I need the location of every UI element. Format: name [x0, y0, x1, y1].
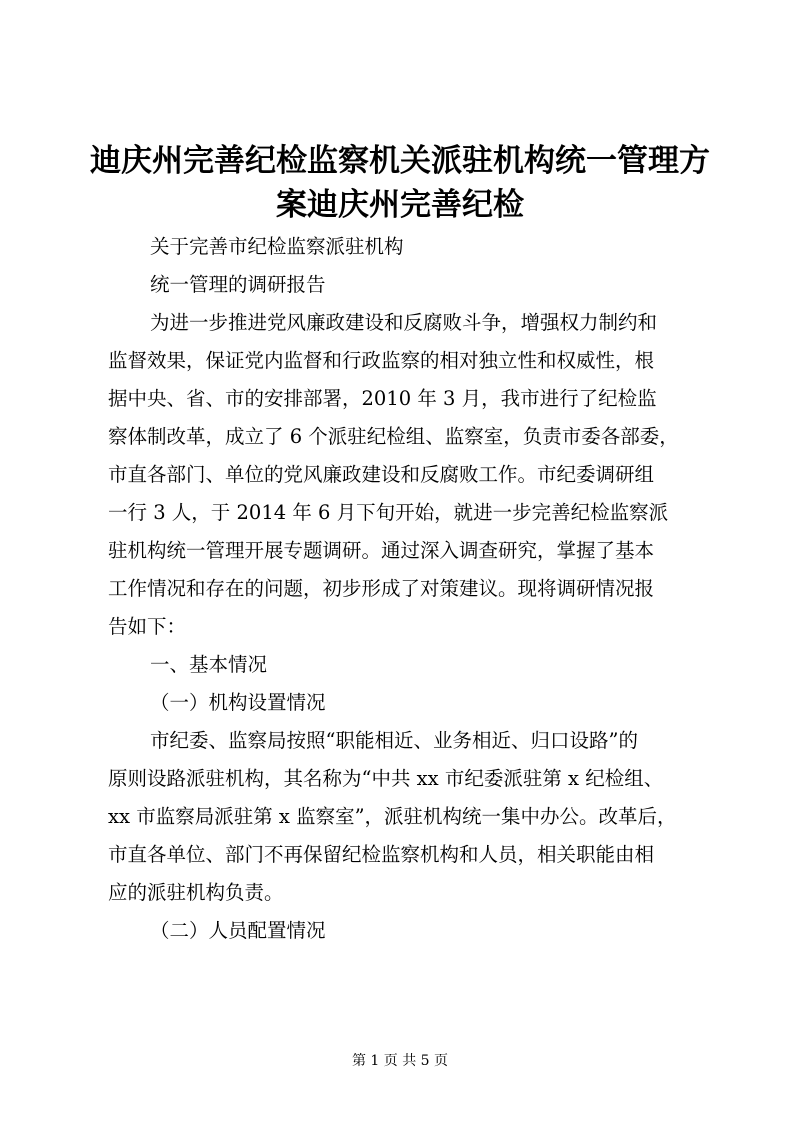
subsection-heading: （一）机构设置情况: [150, 691, 326, 714]
subsection-heading: （二）人员配置情况: [150, 919, 326, 942]
body-line: 察体制改革，成立了 6 个派驻纪检组、监察室，负责市委各部委，: [108, 425, 679, 448]
subtitle-line-1: 关于完善市纪检监察派驻机构: [150, 235, 404, 258]
body-line: 市纪委、监察局按照“职能相近、业务相近、归口设路”的: [150, 729, 638, 752]
body-line: 工作情况和存在的问题，初步形成了对策建议。现将调研情况报: [108, 577, 655, 600]
section-heading: 一、基本情况: [150, 653, 268, 676]
body-line: 驻机构统一管理开展专题调研。通过深入调查研究，掌握了基本: [108, 539, 655, 562]
body-line: 原则设路派驻机构，其名称为“中共 xx 市纪委派驻第 x 纪检组、: [108, 767, 664, 790]
body-line: 为进一步推进党风廉政建设和反腐败斗争，增强权力制约和: [150, 311, 658, 334]
page-footer: 第 1 页 共 5 页: [351, 1053, 449, 1069]
body-line: 应的派驻机构负责。: [108, 881, 284, 904]
document-title-line-1: 迪庆州完善纪检监察机关派驻机构统一管理方: [90, 143, 710, 179]
body-line: xx 市监察局派驻第 x 监察室”，派驻机构统一集中办公。改革后，: [108, 805, 677, 828]
body-line: 一行 3 人，于 2014 年 6 月下旬开始，就进一步完善纪检监察派: [108, 501, 669, 524]
body-line: 告如下：: [108, 615, 187, 638]
body-line: 市直各单位、部门不再保留纪检监察机构和人员，相关职能由相: [108, 843, 655, 866]
body-line: 市直各部门、单位的党风廉政建设和反腐败工作。市纪委调研组: [108, 463, 655, 486]
body-line: 监督效果，保证党内监督和行政监察的相对独立性和权威性，根: [108, 349, 655, 372]
document-title-line-2: 案迪庆州完善纪检: [276, 187, 524, 223]
subtitle-line-2: 统一管理的调研报告: [150, 273, 326, 296]
body-line: 据中央、省、市的安排部署，2010 年 3 月，我市进行了纪检监: [108, 387, 657, 410]
